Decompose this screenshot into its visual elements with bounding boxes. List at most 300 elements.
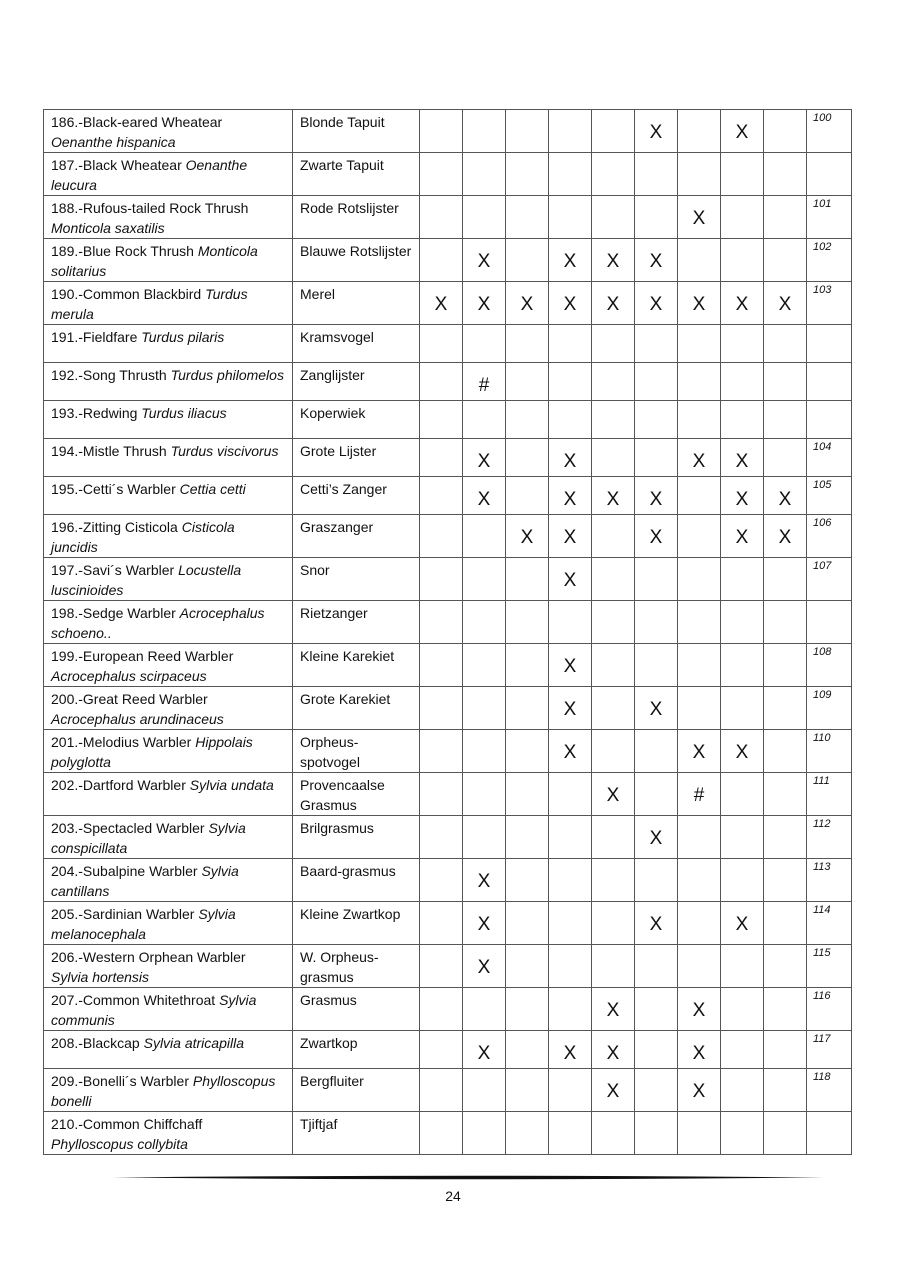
table-row <box>44 515 852 558</box>
presence-mark-cell: X <box>721 282 764 325</box>
presence-mark-cell <box>420 730 463 773</box>
presence-mark-cell <box>635 988 678 1031</box>
species-scientific-name: Oenanthe hispanica <box>51 134 176 150</box>
footnote-ref-cell: 110 <box>807 730 852 773</box>
presence-mark-cell <box>721 401 764 439</box>
species-table-body <box>44 110 852 1155</box>
table-row <box>44 239 852 282</box>
presence-mark-cell: X <box>592 477 635 515</box>
presence-mark-cell <box>506 816 549 859</box>
presence-mark-cell: X <box>635 902 678 945</box>
presence-mark-cell <box>506 196 549 239</box>
presence-mark-cell: X <box>764 477 807 515</box>
presence-mark-cell <box>549 773 592 816</box>
species-common-name: 194.-Mistle Thrush <box>51 443 171 459</box>
presence-mark-cell: X <box>592 239 635 282</box>
presence-mark-cell <box>721 945 764 988</box>
species-cell <box>44 1031 293 1069</box>
presence-mark-cell: X <box>678 439 721 477</box>
table-row <box>44 773 852 816</box>
presence-mark-cell <box>592 325 635 363</box>
presence-mark-cell: X <box>549 477 592 515</box>
presence-mark-cell: X <box>549 687 592 730</box>
presence-mark-cell <box>592 730 635 773</box>
presence-mark-cell <box>678 816 721 859</box>
presence-mark-cell <box>463 1112 506 1155</box>
presence-mark-cell <box>506 902 549 945</box>
species-common-name: 202.-Dartford Warbler <box>51 777 190 793</box>
footnote-ref-cell: 101 <box>807 196 852 239</box>
presence-mark-cell: X <box>549 439 592 477</box>
table-row <box>44 644 852 687</box>
presence-mark-cell: X <box>463 945 506 988</box>
presence-mark-cell <box>592 1112 635 1155</box>
presence-mark-cell <box>420 363 463 401</box>
species-common-name: 192.-Song Thrusth <box>51 367 171 383</box>
table-row <box>44 816 852 859</box>
species-scientific-name: Phylloscopus bonelli <box>51 1073 276 1109</box>
presence-mark-cell <box>592 153 635 196</box>
dutch-name-cell: Grote Lijster <box>293 439 420 477</box>
presence-mark-cell <box>635 363 678 401</box>
presence-mark-cell <box>463 687 506 730</box>
species-cell <box>44 239 293 282</box>
presence-mark-cell <box>721 196 764 239</box>
presence-mark-cell: X <box>549 239 592 282</box>
species-scientific-name: Turdus pilaris <box>141 329 225 345</box>
presence-mark-cell: X <box>721 439 764 477</box>
presence-mark-cell <box>549 363 592 401</box>
presence-mark-cell <box>549 196 592 239</box>
species-scientific-name: Acrocephalus schoeno.. <box>51 605 265 641</box>
dutch-name-cell: Grasmus <box>293 988 420 1031</box>
presence-mark-cell: X <box>721 730 764 773</box>
presence-mark-cell <box>592 196 635 239</box>
species-cell <box>44 1069 293 1112</box>
presence-mark-cell <box>592 439 635 477</box>
presence-mark-cell <box>592 816 635 859</box>
presence-mark-cell: X <box>549 730 592 773</box>
presence-mark-cell <box>506 687 549 730</box>
presence-mark-cell <box>549 1069 592 1112</box>
presence-mark-cell <box>463 601 506 644</box>
species-common-name: 191.-Fieldfare <box>51 329 142 345</box>
footnote-ref-cell: 106 <box>807 515 852 558</box>
presence-mark-cell <box>721 601 764 644</box>
presence-mark-cell <box>635 1031 678 1069</box>
table-row <box>44 730 852 773</box>
footnote-ref-cell: 103 <box>807 282 852 325</box>
presence-mark-cell <box>549 601 592 644</box>
presence-mark-cell: X <box>463 439 506 477</box>
presence-mark-cell: X <box>463 239 506 282</box>
presence-mark-cell <box>764 439 807 477</box>
presence-mark-cell: X <box>635 110 678 153</box>
footnote-ref-cell: 113 <box>807 859 852 902</box>
species-cell <box>44 477 293 515</box>
presence-mark-cell <box>506 644 549 687</box>
species-scientific-name: Acrocephalus arundinaceus <box>51 711 224 727</box>
species-cell <box>44 644 293 687</box>
species-table <box>43 109 852 1155</box>
presence-mark-cell <box>506 401 549 439</box>
species-cell <box>44 859 293 902</box>
presence-mark-cell <box>420 945 463 988</box>
table-row <box>44 110 852 153</box>
footnote-ref-cell: 100 <box>807 110 852 153</box>
species-scientific-name: Sylvia cantillans <box>51 863 239 899</box>
presence-mark-cell: X <box>678 988 721 1031</box>
presence-mark-cell <box>420 401 463 439</box>
presence-mark-cell <box>592 902 635 945</box>
table-row <box>44 363 852 401</box>
presence-mark-cell <box>592 601 635 644</box>
dutch-name-cell: Bergfluiter <box>293 1069 420 1112</box>
presence-mark-cell: X <box>463 1031 506 1069</box>
presence-mark-cell <box>721 859 764 902</box>
presence-mark-cell <box>506 1069 549 1112</box>
dutch-name-cell: Kleine Karekiet <box>293 644 420 687</box>
dutch-name-cell: Provencaalse Grasmus <box>293 773 420 816</box>
presence-mark-cell: X <box>506 515 549 558</box>
presence-mark-cell <box>721 644 764 687</box>
presence-mark-cell: # <box>678 773 721 816</box>
species-common-name: 205.-Sardinian Warbler <box>51 906 199 922</box>
presence-mark-cell <box>721 153 764 196</box>
presence-mark-cell <box>592 687 635 730</box>
species-scientific-name: Sylvia communis <box>51 992 257 1028</box>
species-cell <box>44 902 293 945</box>
presence-mark-cell <box>463 644 506 687</box>
presence-mark-cell <box>635 325 678 363</box>
species-common-name: 198.-Sedge Warbler <box>51 605 180 621</box>
presence-mark-cell <box>635 859 678 902</box>
presence-mark-cell <box>635 644 678 687</box>
presence-mark-cell <box>635 439 678 477</box>
presence-mark-cell: X <box>635 477 678 515</box>
presence-mark-cell <box>635 401 678 439</box>
presence-mark-cell <box>420 988 463 1031</box>
presence-mark-cell <box>420 1112 463 1155</box>
presence-mark-cell <box>678 363 721 401</box>
presence-mark-cell <box>721 773 764 816</box>
footnote-ref-cell: 102 <box>807 239 852 282</box>
presence-mark-cell <box>506 110 549 153</box>
presence-mark-cell <box>549 902 592 945</box>
presence-mark-cell <box>721 558 764 601</box>
presence-mark-cell <box>420 515 463 558</box>
species-scientific-name: Cettia cetti <box>179 481 246 497</box>
table-row <box>44 196 852 239</box>
species-scientific-name: Sylvia conspicillata <box>51 820 246 856</box>
species-cell <box>44 773 293 816</box>
footnote-ref-cell: 116 <box>807 988 852 1031</box>
dutch-name-cell: Koperwiek <box>293 401 420 439</box>
presence-mark-cell: X <box>678 196 721 239</box>
presence-mark-cell <box>721 1069 764 1112</box>
species-common-name: 190.-Common Blackbird <box>51 286 206 302</box>
presence-mark-cell <box>506 153 549 196</box>
dutch-name-cell: Baard-grasmus <box>293 859 420 902</box>
species-common-name: 204.-Subalpine Warbler <box>51 863 202 879</box>
dutch-name-cell: Blauwe Rotslijster <box>293 239 420 282</box>
species-scientific-name: Turdus merula <box>51 286 248 322</box>
presence-mark-cell <box>549 945 592 988</box>
presence-mark-cell <box>764 153 807 196</box>
species-common-name: 187.-Black Wheatear <box>51 157 186 173</box>
presence-mark-cell <box>764 945 807 988</box>
presence-mark-cell <box>764 773 807 816</box>
presence-mark-cell <box>549 1112 592 1155</box>
presence-mark-cell <box>721 816 764 859</box>
presence-mark-cell <box>635 601 678 644</box>
presence-mark-cell <box>506 1031 549 1069</box>
presence-mark-cell <box>506 239 549 282</box>
presence-mark-cell <box>420 1031 463 1069</box>
presence-mark-cell <box>420 644 463 687</box>
species-cell <box>44 558 293 601</box>
presence-mark-cell <box>764 1112 807 1155</box>
footnote-ref-cell: 109 <box>807 687 852 730</box>
presence-mark-cell: X <box>592 1031 635 1069</box>
species-cell <box>44 601 293 644</box>
species-scientific-name: Sylvia melanocephala <box>51 906 236 942</box>
footnote-ref-cell: 114 <box>807 902 852 945</box>
species-cell <box>44 401 293 439</box>
species-common-name: 186.-Black-eared Wheatear <box>51 114 223 130</box>
presence-mark-cell <box>420 1069 463 1112</box>
presence-mark-cell <box>463 110 506 153</box>
presence-mark-cell <box>506 730 549 773</box>
presence-mark-cell <box>764 401 807 439</box>
species-scientific-name: Turdus viscivorus <box>170 443 279 459</box>
footnote-ref-cell: 117 <box>807 1031 852 1069</box>
species-common-name: 199.-European Reed Warbler <box>51 648 234 664</box>
footnote-ref-cell: 104 <box>807 439 852 477</box>
presence-mark-cell <box>420 196 463 239</box>
presence-mark-cell <box>420 439 463 477</box>
presence-mark-cell <box>678 945 721 988</box>
dutch-name-cell: Grote Karekiet <box>293 687 420 730</box>
presence-mark-cell <box>592 515 635 558</box>
table-row <box>44 282 852 325</box>
species-cell <box>44 325 293 363</box>
dutch-name-cell: Brilgrasmus <box>293 816 420 859</box>
species-scientific-name: Turdus iliacus <box>141 405 227 421</box>
presence-mark-cell <box>764 687 807 730</box>
presence-mark-cell <box>721 687 764 730</box>
presence-mark-cell: X <box>678 282 721 325</box>
presence-mark-cell <box>678 687 721 730</box>
species-cell <box>44 282 293 325</box>
footnote-ref-cell <box>807 325 852 363</box>
table-row <box>44 1031 852 1069</box>
presence-mark-cell: X <box>678 1069 721 1112</box>
table-row <box>44 325 852 363</box>
presence-mark-cell <box>721 1031 764 1069</box>
presence-mark-cell: X <box>506 282 549 325</box>
presence-mark-cell <box>764 988 807 1031</box>
presence-mark-cell <box>549 988 592 1031</box>
presence-mark-cell <box>506 363 549 401</box>
species-common-name: 209.-Bonelli´s Warbler <box>51 1073 193 1089</box>
presence-mark-cell: X <box>549 558 592 601</box>
presence-mark-cell <box>721 325 764 363</box>
species-common-name: 201.-Melodius Warbler <box>51 734 196 750</box>
species-cell <box>44 945 293 988</box>
presence-mark-cell <box>592 110 635 153</box>
table-row <box>44 558 852 601</box>
species-cell <box>44 988 293 1031</box>
species-cell <box>44 363 293 401</box>
presence-mark-cell <box>463 153 506 196</box>
presence-mark-cell <box>420 153 463 196</box>
species-scientific-name: Turdus philomelos <box>170 367 284 383</box>
presence-mark-cell <box>764 363 807 401</box>
presence-mark-cell <box>506 601 549 644</box>
presence-mark-cell <box>463 196 506 239</box>
presence-mark-cell: X <box>635 515 678 558</box>
presence-mark-cell <box>463 1069 506 1112</box>
footnote-ref-cell <box>807 601 852 644</box>
species-cell <box>44 196 293 239</box>
presence-mark-cell <box>506 773 549 816</box>
presence-mark-cell <box>463 988 506 1031</box>
species-common-name: 206.-Western Orphean Warbler <box>51 949 246 965</box>
footnote-ref-cell: 112 <box>807 816 852 859</box>
species-cell <box>44 816 293 859</box>
presence-mark-cell <box>506 439 549 477</box>
presence-mark-cell <box>635 945 678 988</box>
species-scientific-name: Cisticola juncidis <box>51 519 235 555</box>
presence-mark-cell <box>764 110 807 153</box>
presence-mark-cell <box>463 730 506 773</box>
presence-mark-cell <box>678 558 721 601</box>
presence-mark-cell <box>420 902 463 945</box>
species-scientific-name: Monticola solitarius <box>51 243 258 279</box>
presence-mark-cell <box>764 558 807 601</box>
presence-mark-cell: X <box>549 515 592 558</box>
presence-mark-cell <box>420 325 463 363</box>
presence-mark-cell <box>678 477 721 515</box>
presence-mark-cell <box>549 816 592 859</box>
table-row <box>44 1069 852 1112</box>
presence-mark-cell <box>592 644 635 687</box>
presence-mark-cell: X <box>549 644 592 687</box>
dutch-name-cell: Orpheus-spotvogel <box>293 730 420 773</box>
species-common-name: 195.-Cetti´s Warbler <box>51 481 180 497</box>
dutch-name-cell: Graszanger <box>293 515 420 558</box>
table-row <box>44 988 852 1031</box>
presence-mark-cell <box>764 601 807 644</box>
presence-mark-cell <box>721 1112 764 1155</box>
presence-mark-cell <box>764 816 807 859</box>
presence-mark-cell <box>678 401 721 439</box>
table-row <box>44 401 852 439</box>
presence-mark-cell <box>506 945 549 988</box>
presence-mark-cell: X <box>721 110 764 153</box>
presence-mark-cell <box>506 988 549 1031</box>
presence-mark-cell: X <box>463 902 506 945</box>
dutch-name-cell: Rode Rotslijster <box>293 196 420 239</box>
presence-mark-cell <box>506 325 549 363</box>
footnote-ref-cell <box>807 363 852 401</box>
presence-mark-cell: # <box>463 363 506 401</box>
species-common-name: 193.-Redwing <box>51 405 142 421</box>
presence-mark-cell <box>678 153 721 196</box>
species-common-name: 200.-Great Reed Warbler <box>51 691 208 707</box>
footnote-ref-cell: 108 <box>807 644 852 687</box>
presence-mark-cell <box>592 363 635 401</box>
presence-mark-cell <box>549 110 592 153</box>
species-cell <box>44 515 293 558</box>
presence-mark-cell <box>764 196 807 239</box>
presence-mark-cell <box>506 558 549 601</box>
presence-mark-cell <box>420 558 463 601</box>
presence-mark-cell <box>678 859 721 902</box>
species-cell <box>44 153 293 196</box>
presence-mark-cell <box>592 945 635 988</box>
presence-mark-cell <box>463 558 506 601</box>
presence-mark-cell <box>463 515 506 558</box>
presence-mark-cell <box>678 110 721 153</box>
presence-mark-cell <box>635 773 678 816</box>
species-scientific-name: Monticola saxatilis <box>51 220 165 236</box>
presence-mark-cell: X <box>463 477 506 515</box>
presence-mark-cell: X <box>678 730 721 773</box>
presence-mark-cell <box>635 1112 678 1155</box>
presence-mark-cell <box>420 110 463 153</box>
page-number: 24 <box>445 1188 461 1204</box>
species-common-name: 207.-Common Whitethroat <box>51 992 220 1008</box>
presence-mark-cell: X <box>635 282 678 325</box>
species-common-name: 189.-Blue Rock Thrush <box>51 243 198 259</box>
table-row <box>44 601 852 644</box>
presence-mark-cell <box>592 401 635 439</box>
species-common-name: 188.-Rufous-tailed Rock Thrush <box>51 200 249 216</box>
species-cell <box>44 110 293 153</box>
presence-mark-cell <box>764 1031 807 1069</box>
presence-mark-cell <box>764 859 807 902</box>
dutch-name-cell: Kramsvogel <box>293 325 420 363</box>
presence-mark-cell: X <box>463 282 506 325</box>
presence-mark-cell <box>420 859 463 902</box>
presence-mark-cell <box>420 239 463 282</box>
presence-mark-cell: X <box>764 515 807 558</box>
presence-mark-cell <box>506 859 549 902</box>
presence-mark-cell <box>463 773 506 816</box>
species-scientific-name: Locustella luscinioides <box>51 562 242 598</box>
presence-mark-cell: X <box>549 282 592 325</box>
footnote-ref-cell: 105 <box>807 477 852 515</box>
presence-mark-cell <box>420 687 463 730</box>
presence-mark-cell: X <box>549 1031 592 1069</box>
table-row <box>44 477 852 515</box>
table-row <box>44 153 852 196</box>
dutch-name-cell: Zanglijster <box>293 363 420 401</box>
presence-mark-cell <box>549 153 592 196</box>
presence-mark-cell <box>506 1112 549 1155</box>
species-scientific-name: Sylvia undata <box>189 777 274 793</box>
presence-mark-cell <box>678 644 721 687</box>
presence-mark-cell <box>592 859 635 902</box>
presence-mark-cell: X <box>764 282 807 325</box>
species-scientific-name: Sylvia atricapilla <box>143 1035 244 1051</box>
footer-divider <box>113 1174 824 1181</box>
presence-mark-cell: X <box>678 1031 721 1069</box>
presence-mark-cell <box>764 239 807 282</box>
presence-mark-cell <box>678 902 721 945</box>
